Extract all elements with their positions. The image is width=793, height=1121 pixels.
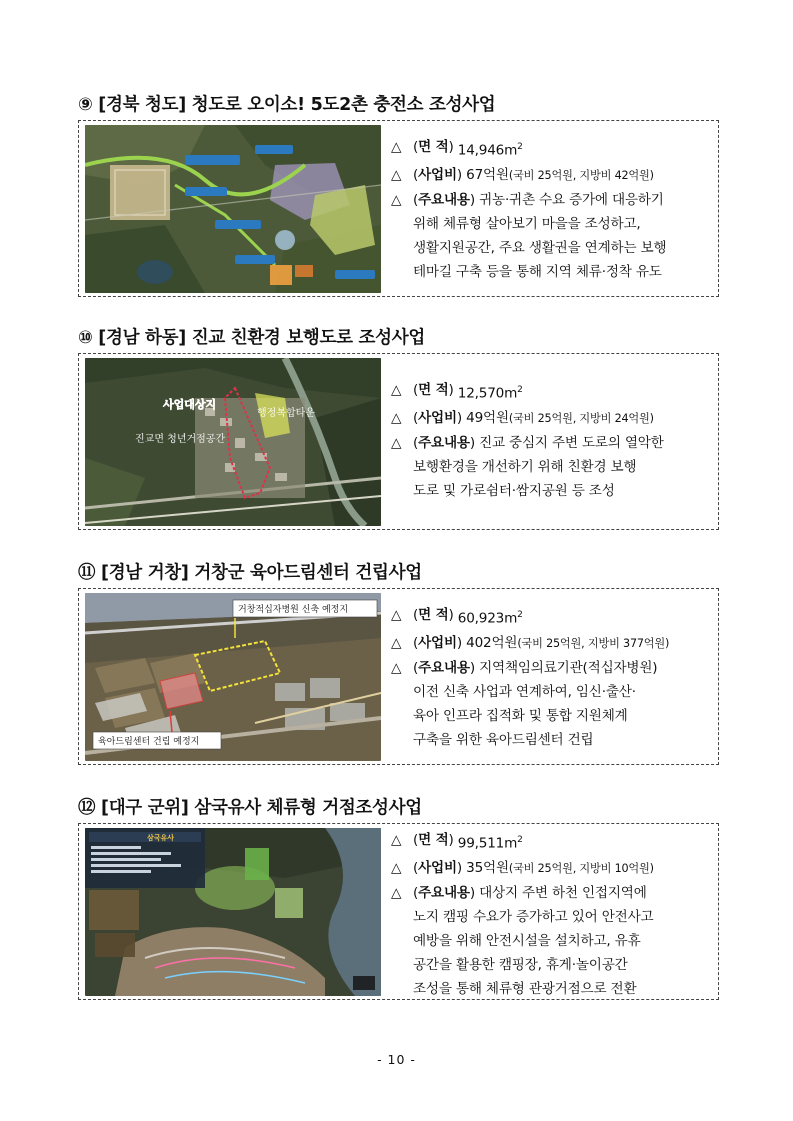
budget-row: △ (사업비) 35억원(국비 25억원, 지방비 10억원): [391, 856, 714, 881]
triangle-bullet-icon: △: [391, 382, 402, 398]
budget-row: △ (사업비) 49억원(국비 25억원, 지방비 24억원): [391, 406, 714, 431]
content-line: 이전 신축 사업과 연계하여, 임신·출산·: [413, 683, 636, 700]
section-9: [78, 92, 721, 280]
content-row: △ (주요내용) 대상지 주변 하천 인접지역에: [391, 881, 714, 905]
project-box: [78, 588, 719, 765]
triangle-bullet-icon: △: [391, 191, 402, 208]
youth-space-map-label: 진교면 청년거점공간: [135, 434, 226, 445]
area-unit-sup: 2: [517, 385, 523, 395]
content-line: 도로 및 가로쉼터·쌈지공원 등 조성: [413, 482, 615, 499]
content-label: 주요내용: [418, 659, 470, 676]
section-11: [78, 560, 721, 748]
content-row: △ (주요내용) 진교 중심지 주변 도로의 열악한: [391, 431, 714, 455]
content-line: 노지 캠핑 수요가 증가하고 있어 안전사고: [413, 908, 654, 925]
hospital-site-map-label: 거창적십자병원 신축 예정지: [238, 605, 349, 615]
budget-value: 67억원: [466, 166, 509, 183]
budget-label: 사업비: [418, 634, 457, 651]
area-value: 60,923m: [457, 610, 518, 627]
triangle-bullet-icon: △: [391, 409, 402, 426]
content-line: 육아 인프라 집적화 및 통합 지원체계: [413, 707, 628, 724]
area-unit-sup: 2: [517, 835, 523, 845]
area-unit-sup: 2: [517, 610, 523, 620]
area-value: 12,570m: [457, 385, 518, 402]
section-title: ⑫ [대구 군위] 삼국유사 체류형 거점조성사업: [78, 798, 422, 818]
aerial-map-image: [85, 358, 381, 526]
content-line: 구축을 위한 육아드림센터 건립: [413, 731, 594, 748]
budget-value: 35억원: [466, 859, 509, 876]
center-site-map-label: 육아드림센터 건립 예정지: [98, 737, 200, 747]
section-title: ⑪ [경남 거창] 거창군 육아드림센터 건립사업: [78, 563, 422, 583]
content-line: 생활지원공간, 주요 생활권을 연계하는 보행: [413, 239, 667, 256]
budget-value: 49억원: [466, 409, 509, 426]
content-line: 위해 체류형 살아보기 마을을 조성하고,: [413, 215, 641, 232]
content-row: △ (주요내용) 귀농·귀촌 수요 증가에 대응하기: [391, 188, 714, 212]
project-box: [78, 823, 719, 1000]
content-line: 조성을 통해 체류형 관광거점으로 전환: [413, 980, 637, 997]
area-label: 면 적: [418, 139, 449, 155]
content-label: 주요내용: [418, 191, 470, 208]
budget-detail: (국비 25억원, 지방비 42억원): [508, 168, 654, 182]
content-line: 보행환경을 개선하기 위해 친환경 보행: [413, 458, 637, 475]
area-row: △ (면 적) $99,511m^2$: [391, 828, 714, 856]
area-value: 14,946m: [457, 142, 518, 159]
triangle-bullet-icon: △: [391, 634, 402, 651]
project-info: [391, 135, 714, 284]
triangle-bullet-icon: △: [391, 659, 402, 676]
page-number: - 10 -: [377, 1052, 416, 1067]
content-line: 공간을 활용한 캠핑장, 휴게·놀이공간: [413, 956, 628, 973]
content-line: 테마길 구축 등을 통해 지역 체류·정착 유도: [413, 263, 662, 280]
area-label: 면 적: [418, 832, 449, 848]
project-box: [78, 120, 719, 297]
section-10: [78, 325, 721, 499]
area-label: 면 적: [418, 382, 449, 398]
project-info: [391, 603, 714, 752]
triangle-bullet-icon: △: [391, 884, 402, 901]
content-row: △ (주요내용) 지역책임의료기관(적십자병원): [391, 656, 714, 680]
triangle-bullet-icon: △: [391, 832, 402, 848]
content-line: 진교 중심지 주변 도로의 열악한: [479, 434, 664, 451]
project-info: [391, 828, 714, 1001]
budget-label: 사업비: [418, 859, 457, 876]
brand-map-label: 삼국유사: [147, 834, 175, 842]
project-box: [78, 353, 719, 530]
project-info: [391, 378, 714, 503]
area-row: △ (면 적) $60,923m^2$: [391, 603, 714, 631]
town-map-label: 행정복합타운: [257, 408, 315, 419]
content-line: 대상지 주변 하천 인접지역에: [479, 884, 647, 901]
content-line: 예방을 위해 안전시설을 설치하고, 유휴: [413, 932, 641, 949]
budget-detail: (국비 25억원, 지방비 10억원): [508, 861, 654, 875]
budget-row: △ (사업비) 67억원(국비 25억원, 지방비 42억원): [391, 163, 714, 188]
budget-detail: (국비 25억원, 지방비 24억원): [508, 411, 654, 425]
content-line: 귀농·귀촌 수요 증가에 대응하기: [479, 191, 664, 208]
site-plan-image: [85, 828, 381, 996]
budget-label: 사업비: [418, 409, 457, 426]
section-12: [78, 795, 721, 997]
area-row: △ (면 적) $12,570m^2$: [391, 378, 714, 406]
aerial-map-image: [85, 125, 381, 293]
content-line: 지역책임의료기관(적십자병원): [479, 659, 658, 676]
triangle-bullet-icon: △: [391, 139, 402, 155]
triangle-bullet-icon: △: [391, 166, 402, 183]
budget-label: 사업비: [418, 166, 457, 183]
content-label: 주요내용: [418, 434, 470, 451]
triangle-bullet-icon: △: [391, 434, 402, 451]
area-label: 면 적: [418, 607, 449, 623]
area-unit-sup: 2: [517, 142, 523, 152]
site-map-label: 사업대상지: [163, 398, 217, 411]
area-row: △ (면 적) $14,946m^2$: [391, 135, 714, 163]
section-title: ⑩ [경남 하동] 진교 친환경 보행도로 조성사업: [78, 328, 425, 348]
budget-row: △ (사업비) 402억원(국비 25억원, 지방비 377억원): [391, 631, 714, 656]
aerial-map-image: [85, 593, 381, 761]
section-title: ⑨ [경북 청도] 청도로 오이소! 5도2촌 충전소 조성사업: [78, 95, 496, 115]
content-label: 주요내용: [418, 884, 470, 901]
triangle-bullet-icon: △: [391, 607, 402, 623]
area-value: 99,511m: [457, 835, 518, 852]
budget-value: 402억원: [466, 634, 518, 651]
triangle-bullet-icon: △: [391, 859, 402, 876]
budget-detail: (국비 25억원, 지방비 377억원): [517, 636, 670, 650]
